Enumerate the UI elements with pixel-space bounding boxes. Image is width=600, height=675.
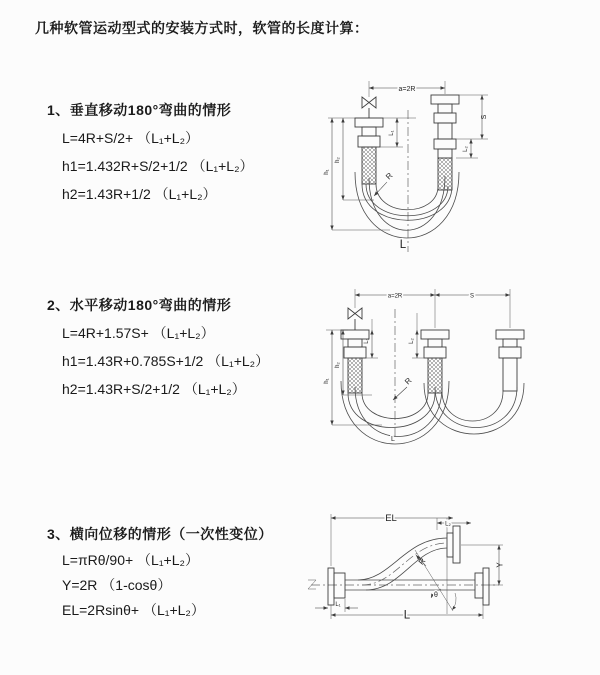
valve-icon bbox=[362, 97, 376, 118]
section-1-text bbox=[47, 100, 254, 208]
dim-label-a2r: a=2R bbox=[387, 293, 403, 300]
dimension-l bbox=[331, 605, 483, 622]
left-flange bbox=[328, 568, 345, 605]
dim-label-l2: L₂ bbox=[409, 338, 415, 344]
dimension-s bbox=[456, 95, 488, 139]
section-3-heading: 3、横向位移的情形（一次性变位） bbox=[47, 526, 273, 542]
dim-label-h2: h₂ bbox=[335, 157, 341, 163]
displaced-hose bbox=[358, 538, 447, 590]
formula-line: h2=1.43R+1/2 （L₁+L₂） bbox=[62, 186, 217, 202]
dim-label-l1: L₁ bbox=[335, 602, 341, 608]
dim-label-l1: L₁ bbox=[389, 130, 395, 136]
formula-line: L=πRθ/90+ （L₁+L₂） bbox=[62, 552, 199, 568]
dim-label-h1: h₁ bbox=[324, 378, 330, 384]
centerline bbox=[308, 580, 499, 589]
length-label: L bbox=[399, 239, 407, 251]
dimension-l2 bbox=[456, 139, 478, 158]
dimension-s bbox=[435, 294, 510, 300]
dim-label-y: Y bbox=[495, 562, 505, 568]
diagram-lateral-displacement bbox=[303, 506, 593, 636]
section-2-formulas bbox=[47, 319, 269, 403]
formula-line: h2=1.43R+S/2+1/2 （L₁+L₂） bbox=[62, 381, 246, 397]
dim-label-h2: h₂ bbox=[335, 362, 341, 368]
section-3-text bbox=[47, 524, 273, 623]
dim-label-s: S bbox=[481, 114, 488, 120]
dim-label-l2: L₂ bbox=[445, 521, 451, 528]
dim-label-a2r: a=2R bbox=[398, 85, 416, 93]
formula-line: L=4R+S/2+ （L₁+L₂） bbox=[62, 130, 200, 146]
radius-label: R bbox=[384, 171, 395, 182]
diagram-horizontal-u-bend bbox=[316, 283, 590, 461]
dimension-l2 bbox=[437, 518, 471, 530]
length-label: L bbox=[391, 436, 395, 443]
section-2-text bbox=[47, 295, 269, 403]
left-hose-fitting bbox=[355, 118, 383, 184]
dim-label-l2: L₂ bbox=[463, 146, 469, 152]
page-title: 几种软管运动型式的安装方式时，软管的长度计算： bbox=[35, 20, 369, 36]
section-2-heading: 2、水平移动180°弯曲的情形 bbox=[47, 297, 232, 313]
formula-line: Y=2R （1-cosθ） bbox=[62, 577, 172, 593]
dim-label-h1: h₁ bbox=[324, 169, 330, 175]
dimension-l1 bbox=[380, 118, 403, 147]
formula-line: h1=1.43R+0.785S+1/2 （L₁+L₂） bbox=[62, 353, 270, 369]
angle-label: θ bbox=[434, 592, 438, 599]
length-label: L bbox=[403, 609, 411, 622]
dim-label-s: S bbox=[469, 293, 475, 300]
middle-hose-fitting bbox=[421, 330, 449, 393]
axis-break-mark bbox=[308, 580, 316, 589]
diagram-vertical-u-bend bbox=[316, 72, 580, 254]
dim-label-l1: L₁ bbox=[364, 338, 370, 344]
radius-label: R bbox=[416, 556, 428, 567]
upper-right-flange bbox=[447, 526, 460, 563]
dim-label-el: EL bbox=[385, 513, 397, 524]
valve-icon bbox=[348, 308, 362, 330]
radius-callout bbox=[416, 555, 428, 566]
section-1-heading: 1、垂直移动180°弯曲的情形 bbox=[47, 102, 232, 118]
radius-label: R bbox=[403, 376, 414, 387]
formula-line: L=4R+1.57S+ （L₁+L₂） bbox=[62, 325, 215, 341]
section-3-formulas bbox=[47, 548, 273, 623]
dimension-l2 bbox=[409, 313, 426, 358]
dimension-l1 bbox=[315, 599, 358, 612]
right-hose-fitting bbox=[496, 330, 524, 391]
formula-line: h1=1.432R+S/2+1/2 （L₁+L₂） bbox=[62, 158, 254, 174]
formula-line: EL=2Rsinθ+ （L₁+L₂） bbox=[62, 602, 205, 618]
radius-callout bbox=[393, 376, 414, 400]
lower-right-flange bbox=[475, 568, 489, 605]
right-hose-fitting bbox=[431, 95, 459, 190]
section-1-formulas bbox=[47, 124, 254, 208]
